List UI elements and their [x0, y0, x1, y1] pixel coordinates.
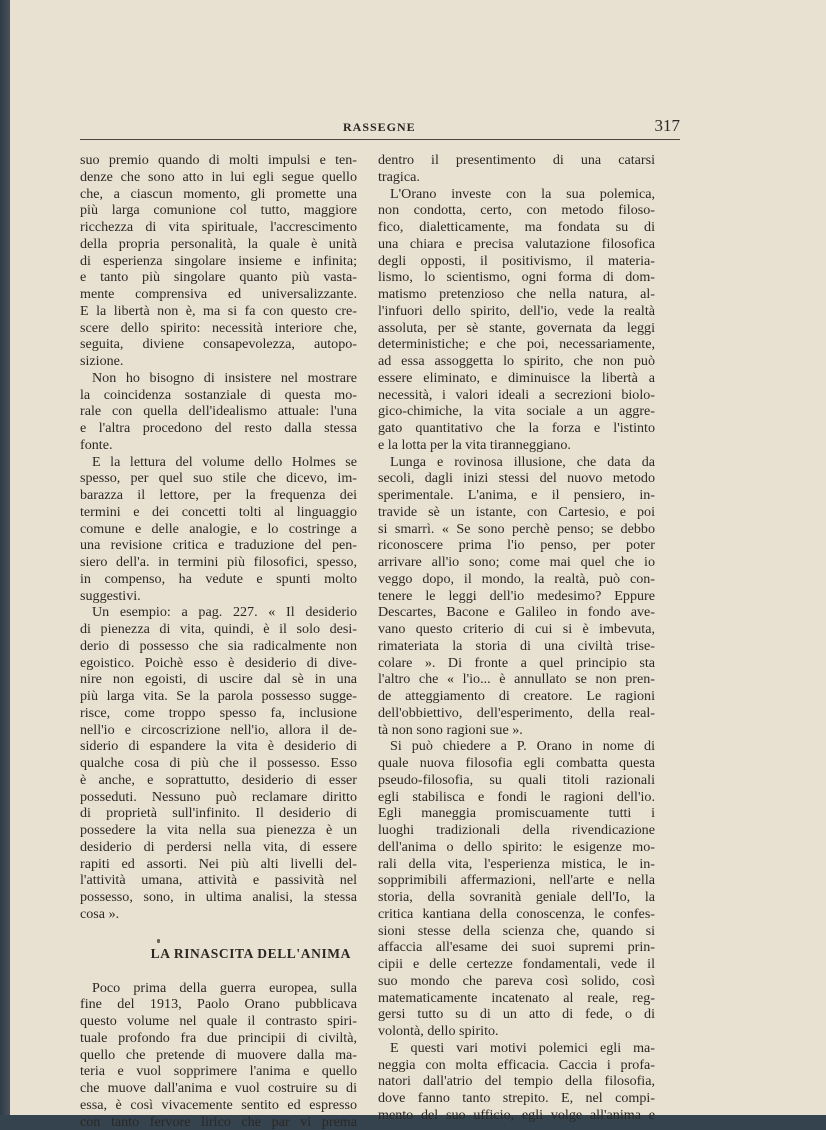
text-line: dell'anima o dello spirito: le esigenze mo-: [378, 839, 655, 856]
text-line: E la libertà non è, ma si fa con questo cre-: [80, 303, 357, 320]
text-line: riconoscere prima l'io penso, per poter: [378, 537, 655, 554]
text-line: qualche cosa di più che il possesso. Esso: [80, 755, 357, 772]
paragraph: [80, 604, 357, 922]
text-line: matismo pretenzioso che nella natura, al-: [378, 286, 655, 303]
paragraph: [378, 152, 655, 186]
text-line: essere eliminato, e diminuisce la libertà a: [378, 370, 655, 387]
text-line: veggo dopo, il mondo, la realtà, può con-: [378, 571, 655, 588]
text-line: che muove dall'anima e vuol costruire su di: [80, 1080, 357, 1097]
text-line: colare ». Di fronte a quel principio sta: [378, 655, 655, 672]
text-line: di proprietà sull'infinito. Il desiderio di: [80, 805, 357, 822]
paragraph: [378, 1040, 655, 1124]
text-line: l'attività umana, attività e passività nel: [80, 872, 357, 889]
text-line: possesso, sono, in ultima analisi, la stessa: [80, 889, 357, 906]
text-line: scere dello spirito: necessità interiore che,: [80, 320, 357, 337]
text-line: cosa ».: [80, 906, 357, 923]
paragraph: [378, 454, 655, 739]
text-line: sperimentale. L'anima, e il pensiero, in-: [378, 487, 655, 504]
text-line: questo volume nel quale il contrasto spiri-: [80, 1013, 357, 1030]
text-line: più larga vita. Se la parola possesso sugge-: [80, 688, 357, 705]
paragraph: [378, 186, 655, 454]
text-line: Poco prima della guerra europea, sulla: [80, 980, 357, 997]
text-line: neggia con molta efficacia. Caccia i profa-: [378, 1057, 655, 1074]
header-rule: [80, 139, 680, 140]
text-line: secoli, dagli inizi stessi del nuovo metodo: [378, 470, 655, 487]
text-line: che, a ciascun momento, gli promette una: [80, 186, 357, 203]
text-line: gato quantitativo che la forza e l'istinto: [378, 420, 655, 437]
text-line: sopprimibili affermazioni, nell'arte e nella: [378, 872, 655, 889]
text-line: della propria personalità, la quale è unità: [80, 236, 357, 253]
text-line: gico-chimiche, la vita sociale a un aggre-: [378, 403, 655, 420]
running-head-title: RASSEGNE: [343, 120, 416, 135]
text-line: essa, è così vivacemente sentito ed espresso: [80, 1097, 357, 1114]
text-line: deterministiche; e che poi, necessariamente,: [378, 336, 655, 353]
text-line: gersi tutto su di un atto di fede, o di: [378, 1006, 655, 1023]
text-line: denze che sono atto in lui egli segue quello: [80, 169, 357, 186]
section-heading: LA RINASCITA DELL'ANIMA: [80, 937, 357, 970]
text-line: rale con quella dell'idealismo attuale: l'una: [80, 403, 357, 420]
left-column: [80, 152, 357, 1130]
text-line: vano questo criterio di cui si è imbevuta,: [378, 621, 655, 638]
text-line: una chiara e precisa valutazione filosofica: [378, 236, 655, 253]
text-line: egoistico. Poichè esso è desiderio di dive-: [80, 655, 357, 672]
text-line: degli opposti, il positivismo, il materia-: [378, 253, 655, 270]
text-line: si smarrì. « Se sono perchè penso; se debbo: [378, 521, 655, 538]
text-line: termini e dei concetti tolti al linguaggio: [80, 504, 357, 521]
text-line: di pienezza di vita, quindi, è il solo desi-: [80, 621, 357, 638]
text-line: la coincidenza sostanziale di questa mo-: [80, 387, 357, 404]
text-line: dell'obbiettivo, dell'esperimento, della real-: [378, 705, 655, 722]
text-line: fonte.: [80, 437, 357, 454]
text-line: siderio di espandere la vita è desiderio di: [80, 738, 357, 755]
text-line: comune e delle analogie, e lo costringe a: [80, 521, 357, 538]
text-line: affaccia all'esame dei suoi supremi prin-: [378, 939, 655, 956]
text-line: suo premio quando di molti impulsi e ten-: [80, 152, 357, 169]
text-line: nell'io e circoscrizione nell'io, allora il de-: [80, 722, 357, 739]
text-line: derio di possesso che sia radicalmente non: [80, 638, 357, 655]
text-line: Descartes, Bacone e Galileo in fondo ave-: [378, 604, 655, 621]
text-line: una revisione critica e traduzione del pen-: [80, 537, 357, 554]
text-line: natori dall'atrio del tempio della filosofia,: [378, 1073, 655, 1090]
text-line: volontà, dello spirito.: [378, 1023, 655, 1040]
text-line: matematicamente incatenato al reale, reg-: [378, 990, 655, 1007]
text-line: mento del suo ufficio, egli volge all'anima e: [378, 1107, 655, 1124]
text-line: più larga comunione col tutto, maggiore: [80, 202, 357, 219]
text-line: L'Orano investe con la sua polemica,: [378, 186, 655, 203]
text-line: tragica.: [378, 169, 655, 186]
text-line: tuale profondo fra due principii di civiltà,: [80, 1030, 357, 1047]
text-line: desiderio di perdersi nella vita, di essere: [80, 839, 357, 856]
text-line: Egli maneggia promiscuamente tutti i: [378, 805, 655, 822]
text-line: Si può chiedere a P. Orano in nome di: [378, 738, 655, 755]
text-line: pseudo-filosofia, su quali titoli razionali: [378, 772, 655, 789]
text-line: luoghi tradizionali della rivendicazione: [378, 822, 655, 839]
text-line: lismo, lo scientismo, ogni forma di dom-: [378, 269, 655, 286]
text-line: siero dell'a. in termini più filosofici, spesso,: [80, 554, 357, 571]
text-line: mente comprensiva ed universalizzante.: [80, 286, 357, 303]
text-line: Lunga e rovinosa illusione, che data da: [378, 454, 655, 471]
book-spine-edge: [0, 0, 10, 1115]
running-head: [80, 120, 680, 138]
text-line: quale nuova filosofia egli combatta questa: [378, 755, 655, 772]
text-line: tenere le leggi dell'io medesimo? Eppure: [378, 588, 655, 605]
text-line: fine del 1913, Paolo Orano pubblicava: [80, 996, 357, 1013]
text-line: travide sè un istante, con Cartesio, e poi: [378, 504, 655, 521]
text-line: teria e vuol sopprimere l'anima e quello: [80, 1063, 357, 1080]
text-line: è anche, e soprattutto, desiderio di esser: [80, 772, 357, 789]
text-line: E la lettura del volume dello Holmes se: [80, 454, 357, 471]
text-line: quello che pretende di muovere dalla ma-: [80, 1047, 357, 1064]
text-line: l'infuori dello spirito, dell'io, vede la realtà: [378, 303, 655, 320]
text-line: suo mondo che pareva così solido, così: [378, 973, 655, 990]
text-line: con tanto fervore lirico che par vi prema: [80, 1114, 357, 1130]
text-line: assoluta, per sè stante, governata da leggi: [378, 320, 655, 337]
text-line: suggestivi.: [80, 588, 357, 605]
text-line: barazza il lettore, per la frequenza dei: [80, 487, 357, 504]
text-line: sioni stesse della scienza che, quando si: [378, 923, 655, 940]
text-line: seguita, diviene consapevolezza, autopo-: [80, 336, 357, 353]
text-line: Non ho bisogno di insistere nel mostrare: [80, 370, 357, 387]
text-line: possedere la vita nella sua pienezza è un: [80, 822, 357, 839]
text-line: critica kantiana della conoscenza, le confes-: [378, 906, 655, 923]
text-line: dentro il presentimento di una catarsi: [378, 152, 655, 169]
text-line: E questi vari motivi polemici egli ma-: [378, 1040, 655, 1057]
text-line: rapiti ed assorti. Nei più alti livelli del-: [80, 856, 357, 873]
text-line: spesso, per quel suo stile che dicevo, im-: [80, 470, 357, 487]
text-line: cipii e delle certezze fondamentali, vede il: [378, 956, 655, 973]
paragraph: [80, 370, 357, 454]
text-line: storia, della sovranità geniale dell'Io, la: [378, 889, 655, 906]
paragraph: [80, 980, 357, 1130]
ink-speck: [157, 939, 160, 943]
text-line: ricchezza di vita spirituale, l'accrescimento: [80, 219, 357, 236]
text-line: e l'altra procedono del resto dalla stessa: [80, 420, 357, 437]
text-line: egli stabilisca e fondi le ragioni dell'io.: [378, 789, 655, 806]
text-line: e tanto più singolare quanto più vasta-: [80, 269, 357, 286]
right-column: [378, 152, 655, 1124]
text-line: rali della vita, l'esperienza mistica, le in-: [378, 856, 655, 873]
text-line: tà non sono ragioni sue ».: [378, 722, 655, 739]
text-line: risce, come troppo spesso fa, inclusione: [80, 705, 357, 722]
paragraph: [378, 738, 655, 1040]
text-line: necessità, i valori ideali a secrezioni biolo-: [378, 387, 655, 404]
text-line: posseduti. Nessuno può reclamare diritto: [80, 789, 357, 806]
page-number: 317: [655, 116, 681, 136]
text-line: rimateriata la storia di una civiltà trise-: [378, 638, 655, 655]
text-line: fico, dialetticamente, ma fondata su di: [378, 219, 655, 236]
text-line: di esperienza singolare insieme e infinita;: [80, 253, 357, 270]
text-line: ad essa assoggetta lo spirito, che non può: [378, 353, 655, 370]
text-line: dove fanno tanto strepito. E, nel compi-: [378, 1090, 655, 1107]
text-line: Un esempio: a pag. 227. « Il desiderio: [80, 604, 357, 621]
text-line: de atteggiamento di creatore. Le ragioni: [378, 688, 655, 705]
text-line: in compenso, ha vedute e spunti molto: [80, 571, 357, 588]
text-line: l'altro che « l'io... è annullato se non pren-: [378, 671, 655, 688]
text-line: sizione.: [80, 353, 357, 370]
text-line: nire non egoisti, di uscire dal sè in una: [80, 671, 357, 688]
text-line: non condotta, certo, con metodo filoso-: [378, 202, 655, 219]
paragraph: [80, 454, 357, 605]
paragraph: [80, 152, 357, 370]
text-line: arrivare all'io sono; come mai quel che io: [378, 554, 655, 571]
text-line: e la lotta per la vita tiranneggiano.: [378, 437, 655, 454]
